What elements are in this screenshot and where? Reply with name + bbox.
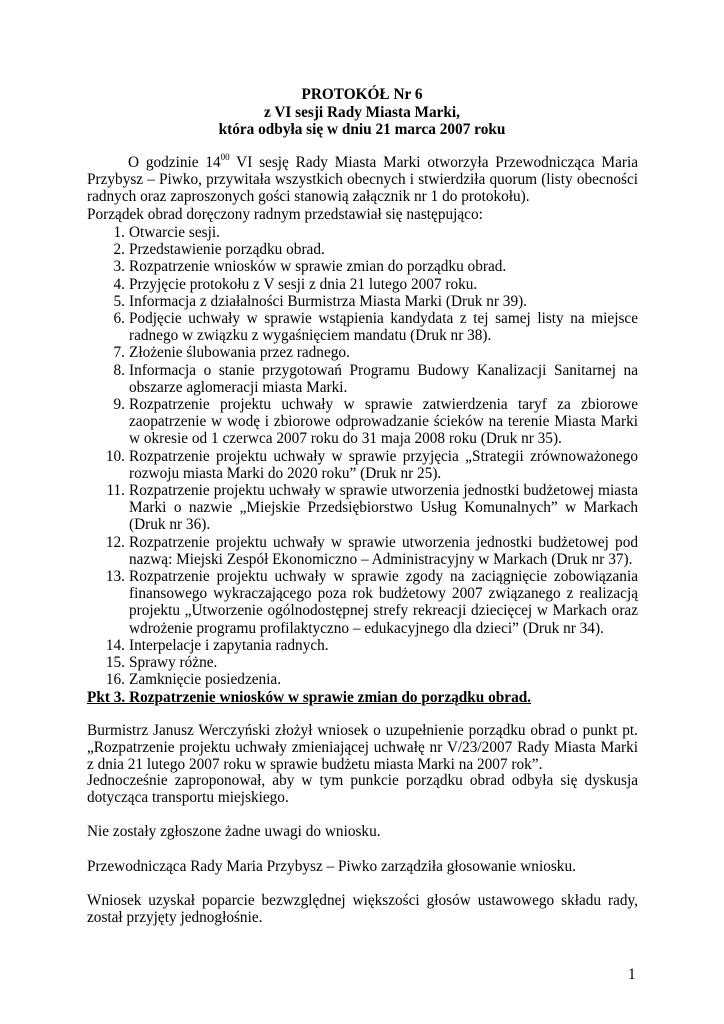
paragraph-motion: Burmistrz Janusz Werczyński złożył wniosek o uzupełnienie porządku obrad o punkt pt. „Rozpatrzenie projektu uchwały zmieniającej uchwałę nr V/23/2007 Rady Miasta Marki z dnia 21 lutego 2007 roku w sprawie budżetu miasta Marki na 2007 rok”.: [87, 722, 638, 774]
agenda-item: 6. Podjęcie uchwały w sprawie wstąpienia kandydata z tej samej listy na miejsce radnego w związku z wygaśnięciem mandatu (Druk nr 38).: [113, 310, 638, 345]
agenda-item: 9. Rozpatrzenie projektu uchwały w sprawie zatwierdzenia taryf za zbiorowe zaopatrzenie w wodę i zbiorowe odprowadzanie ścieków na terenie Miasta Marki w okresie od 1 czerwca 2007 roku do 31 maja 2008 roku (Druk nr 35).: [113, 396, 638, 448]
intro-paragraph: [87, 154, 638, 206]
page-number: 1: [628, 966, 636, 983]
protocol-title: PROTOKÓŁ Nr 6: [301, 86, 423, 103]
agenda-intro: Porządek obrad doręczony radnym przedstawiał się następująco:: [87, 206, 483, 223]
agenda-item: 3. Rozpatrzenie wniosków w sprawie zmian do porządku obrad.: [113, 258, 507, 276]
intro-time-superscript: 00: [220, 152, 230, 162]
agenda-item: 12. Rozpatrzenie projektu uchwały w sprawie utworzenia jednostki budżetowej pod nazwą: Miejski Zespół Ekonomiczno – Administracyjny w Markach (Druk nr 37).: [105, 533, 638, 568]
agenda-item: 1. Otwarcie sesji.: [113, 224, 220, 241]
intro-text-start: O godzinie 14: [128, 154, 221, 171]
intro-text-end: VI sesję Rady Miasta Marki otworzyła Przewodnicząca Maria Przybysz – Piwko, przywitała wszystkich obecnych i stwierdziła quorum (listy obecności radnych oraz zaproszonych gości stanowią załącznik nr 1 do protokołu).: [87, 154, 638, 206]
session-date: która odbyła się w dniu 21 marca 2007 roku: [218, 121, 506, 138]
agenda-list: [87, 224, 638, 688]
agenda-item: 16. Zamknięcie posiedzenia.: [105, 671, 282, 689]
agenda-item: 10. Rozpatrzenie projektu uchwały w sprawie przyjęcia „Strategii zrównoważonego rozwoju miasta Marki do 2020 roku” (Druk nr 25).: [105, 447, 638, 482]
agenda-item: 15. Sprawy różne.: [105, 654, 218, 672]
agenda-item: 11. Rozpatrzenie projektu uchwały w sprawie utworzenia jednostki budżetowej miasta Marki o nazwie „Miejskie Przedsiębiorstwo Usług Komunalnych” w Markach (Druk nr 36).: [106, 482, 638, 534]
section-heading-pkt-3: Pkt 3. Rozpatrzenie wniosków w sprawie zmian do porządku obrad.: [87, 689, 532, 706]
agenda-item: 13. Rozpatrzenie projektu uchwały w sprawie zgody na zaciągnięcie zobowiązania finansowego wykraczającego poza rok budżetowy 2007 związanego z realizacją projektu „Utworzenie ogólnodostępnej strefy rekreacji dziecięcej w Markach oraz wdrożenie programu profilaktyczno – edukacyjnego dla dzieci” (Druk nr 34).: [105, 568, 638, 637]
agenda-item: 5. Informacja z działalności Burmistrza Miasta Marki (Druk nr 39).: [113, 292, 528, 310]
agenda-item: 8. Informacja o stanie przygotowań Programu Budowy Kanalizacji Sanitarnej na obszarze aglomeracji miasta Marki.: [113, 361, 638, 396]
paragraph-proposal: Jednocześnie zaproponował, aby w tym punkcie porządku obrad odbyła się dyskusja dotycząca transportu miejskiego.: [87, 772, 638, 807]
paragraph-vote-result: Wniosek uzyskał poparcie bezwzględnej większości głosów ustawowego składu rady, został przyjęty jednogłośnie.: [87, 892, 638, 927]
agenda-item: 7. Złożenie ślubowania przez radnego.: [113, 344, 350, 362]
agenda-item: 14. Interpelacje i zapytania radnych.: [105, 636, 329, 654]
paragraph-vote-ordered: Przewodnicząca Rady Maria Przybysz – Piwko zarządziła głosowanie wniosku.: [87, 858, 576, 875]
agenda-item: 4. Przyjęcie protokołu z V sesji z dnia 21 lutego 2007 roku.: [113, 275, 478, 293]
session-subtitle: z VI sesji Rady Miasta Marki,: [263, 104, 460, 121]
agenda-item: 2. Przedstawienie porządku obrad.: [113, 241, 325, 259]
paragraph-no-remarks: Nie zostały zgłoszone żadne uwagi do wniosku.: [87, 823, 381, 840]
